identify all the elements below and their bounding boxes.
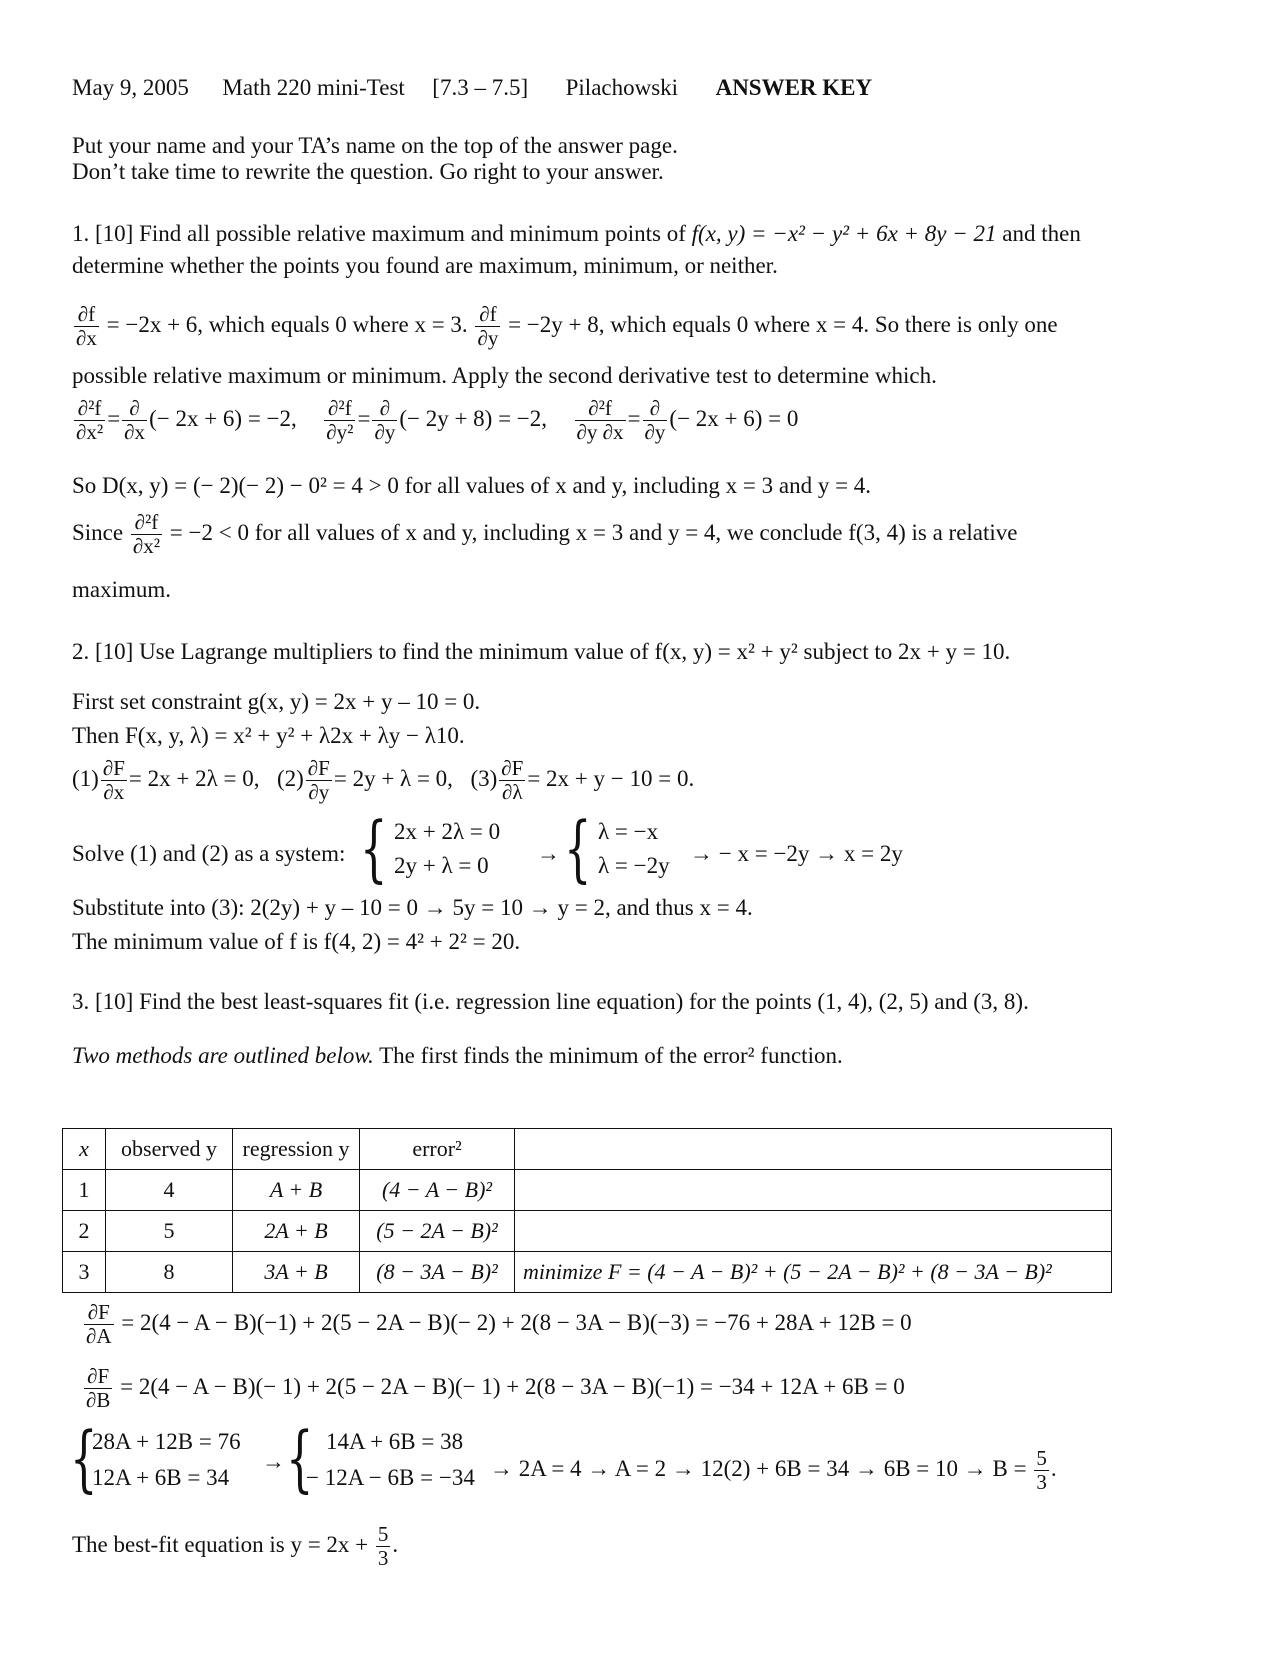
table-header-x: x xyxy=(63,1129,106,1170)
table-header-regression: regression y xyxy=(233,1129,360,1170)
header xyxy=(72,76,872,99)
table-cell: 5 xyxy=(106,1211,233,1252)
q1-prompt-text: 1. [10] Find all possible relative maximum and minimum points of xyxy=(72,221,686,246)
q1-fx-num: ∂f xyxy=(74,304,99,327)
q3-arrow: → xyxy=(262,1449,285,1474)
q1-second-partials: $\frac{\text{∂²f}}{\text{∂x²}}$ = ∂ ∂x (− 2x + 6) = −2, $\frac{\text{∂²f}}{\text{∂y²}}$ = ∂ ∂y (− 2y + 8) = −2, $\frac{\text{∂²f}}{\partial y \partial x}$ = ∂ ∂y (− 2x + 6) = 0 xyxy=(76,396,799,444)
q1-since-den: ∂x² xyxy=(132,534,161,558)
q3-methods xyxy=(72,1044,843,1067)
q3-B-den: 3 xyxy=(1036,1470,1047,1494)
q3-dFdA-den: ∂A xyxy=(86,1324,112,1348)
table-header-row xyxy=(63,1129,1112,1170)
q1-fy-num: ∂f xyxy=(475,304,500,327)
q1-prompt-end: and then xyxy=(1002,221,1081,246)
table-cell: (5 − 2A − B)² xyxy=(360,1211,515,1252)
q1-dx-num: ∂ xyxy=(122,398,147,421)
q3-best-fraction xyxy=(376,1524,391,1569)
q3-solve-text: → 2A = 4 → A = 2 → 12(2) + 6B = 34 → 6B = 10 → B = xyxy=(490,1455,1027,1481)
q2-partials xyxy=(72,758,694,803)
q2-brace-1: { xyxy=(360,806,388,890)
q1-dy2-op xyxy=(643,398,668,443)
q2-sys2-b: λ = −2y xyxy=(598,853,670,878)
table-row xyxy=(63,1211,1112,1252)
header-course: Math 220 mini-Test xyxy=(222,75,405,100)
q3-best-fit xyxy=(72,1524,398,1569)
q2-prompt: 2. [10] Use Lagrange multipliers to find the minimum value of f(x, y) = x² + y² subject to 2x + y = 10. xyxy=(72,639,1011,664)
table-cell: minimize F = (4 − A − B)² + (5 − 2A − B)² + (8 − 3A − B)² xyxy=(515,1252,1112,1293)
q1-since-line xyxy=(72,512,1018,557)
table-row xyxy=(63,1252,1112,1293)
q2-minimum: The minimum value of f is f(4, 2) = 4² + 2² = 20. xyxy=(72,929,521,954)
header-instructor: Pilachowski xyxy=(565,75,679,100)
q3-brace-1: { xyxy=(70,1416,98,1500)
table-cell: 3A + B xyxy=(233,1252,360,1293)
q2-substitute: Substitute into (3): 2(2y) + y – 10 = 0 → 5y = 10 → y = 2, and thus x = 4. xyxy=(72,895,753,920)
q1-since-word: Since xyxy=(72,519,124,545)
table-cell: (4 − A − B)² xyxy=(360,1170,515,1211)
q3-methods-rest: The first finds the minimum of the error² function. xyxy=(379,1043,843,1068)
table-row xyxy=(63,1170,1112,1211)
instruction-line-2: Don’t take time to rewrite the question. Go right to your answer. xyxy=(72,159,664,184)
q1-dx-op xyxy=(122,398,147,443)
q2-solve-label: Solve (1) and (2) as a system: xyxy=(72,841,346,866)
table-cell: 2A + B xyxy=(233,1211,360,1252)
q1-first-partials xyxy=(72,304,1058,349)
q2-lagrangian: Then F(x, y, λ) = x² + y² + λ2x + λy − λ10. xyxy=(72,723,465,748)
q3-dFdA-num: ∂F xyxy=(84,1302,114,1325)
q2-sys2-a: λ = −x xyxy=(598,819,659,844)
q3-solve-chain xyxy=(490,1448,1057,1493)
q2-F2-fraction xyxy=(306,758,332,803)
q1-function: f(x, y) = −x² − y² + 6x + 8y − 21 xyxy=(691,221,997,246)
q1-fy-fraction xyxy=(475,304,500,349)
q1-since-fraction xyxy=(131,512,162,557)
q2-F3-num: ∂F xyxy=(501,756,524,780)
q1-dy-den: ∂y xyxy=(374,420,396,444)
table-header-blank xyxy=(515,1129,1112,1170)
q3-best-num: 5 xyxy=(377,1522,389,1546)
q2-F1-fraction xyxy=(101,758,127,803)
header-sections: [7.3 – 7.5] xyxy=(432,75,529,100)
q1-fyy-value: (− 2y + 8) = −2, xyxy=(399,405,548,431)
q3-sys2-a: 14A + 6B = 38 xyxy=(326,1429,464,1454)
q2-chain: → − x = −2y → x = 2y xyxy=(690,841,903,866)
q3-best-text: The best-fit equation is y = 2x + xyxy=(72,1531,369,1557)
q3-dFdA-fraction xyxy=(84,1302,114,1347)
table-cell: 8 xyxy=(106,1252,233,1293)
q3-sys1-a: 28A + 12B = 76 xyxy=(92,1429,241,1454)
q3-sys1-b: 12A + 6B = 34 xyxy=(92,1465,230,1490)
q3-methods-italic: Two methods are outlined below. xyxy=(72,1043,374,1068)
q1-discriminant-line: So D(x, y) = (− 2)(− 2) − 0² = 4 > 0 for all values of x and y, including x = 3 and y = 4. xyxy=(72,473,872,498)
q2-arrow: → xyxy=(537,841,560,866)
q1-fyx-den: ∂y ∂x xyxy=(576,420,624,444)
q3-dFdA-eq: = 2(4 − A − B)(−1) + 2(5 − 2A − B)(− 2) + 2(8 − 3A − B)(−3) = −76 + 28A + 12B = 0 xyxy=(121,1309,912,1335)
q1-fx-fraction xyxy=(74,304,99,349)
q1-dy-num: ∂ xyxy=(372,398,397,421)
q1-fyx-num: ∂²f xyxy=(575,398,626,421)
q2-sys1-b: 2y + λ = 0 xyxy=(394,853,489,878)
table-cell: 4 xyxy=(106,1170,233,1211)
q2-eq-3: = 2x + y − 10 = 0. xyxy=(527,765,695,791)
header-answer-key: ANSWER KEY xyxy=(715,75,873,100)
q3-best-dot: . xyxy=(392,1531,399,1557)
q1-prompt-line-1 xyxy=(72,222,1081,245)
q3-dFdA-line xyxy=(82,1302,912,1347)
q1-fyx-fraction xyxy=(575,398,626,443)
instruction-line-1: Put your name and your TA’s name on the top of the answer page. xyxy=(72,133,678,158)
q3-B-dot: . xyxy=(1050,1455,1057,1481)
q1-fy-den: ∂y xyxy=(477,326,499,350)
q3-dFdB-num: ∂F xyxy=(84,1366,112,1389)
table-cell: (8 − 3A − B)² xyxy=(360,1252,515,1293)
q3-dFdB-eq: = 2(4 − A − B)(− 1) + 2(5 − 2A − B)(− 1) + 2(8 − 3A − B)(−1) = −34 + 12A + 6B = 0 xyxy=(120,1373,905,1399)
q1-fx-equation: = −2x + 6, which equals 0 where x = 3. xyxy=(106,311,468,337)
header-date: May 9, 2005 xyxy=(72,75,189,100)
q2-eq-2: = 2y + λ = 0, xyxy=(333,765,453,791)
q1-dx-den: ∂x xyxy=(124,420,146,444)
q2-F1-den: ∂x xyxy=(103,780,125,804)
q2-label-2: (2) xyxy=(276,765,304,791)
q3-brace-2: { xyxy=(286,1416,314,1500)
q2-F2-num: ∂F xyxy=(307,756,330,780)
q3-prompt: 3. [10] Find the best least-squares fit (i.e. regression line equation) for the points (1, 4), (2, 5) and (3, 8). xyxy=(72,989,1029,1014)
q2-constraint: First set constraint g(x, y) = 2x + y – 10 = 0. xyxy=(72,689,481,714)
q1-fxx-num: ∂²f xyxy=(74,398,105,421)
table-cell: 3 xyxy=(63,1252,106,1293)
least-squares-table xyxy=(62,1128,1112,1293)
q3-B-num: 5 xyxy=(1036,1446,1047,1470)
q2-F3-den: ∂λ xyxy=(502,780,523,804)
q1-dy2-den: ∂y xyxy=(644,420,666,444)
q2-brace-2: { xyxy=(564,806,592,890)
q1-fy-equation: = −2y + 8, which equals 0 where x = 4. So there is only one xyxy=(508,311,1058,337)
table-header-error: error² xyxy=(360,1129,515,1170)
table-cell: A + B xyxy=(233,1170,360,1211)
table-cell xyxy=(515,1170,1112,1211)
q3-sys2-b: − 12A − 6B = −34 xyxy=(306,1465,475,1490)
q3-B-fraction xyxy=(1034,1448,1049,1493)
q2-sys1-a: 2x + 2λ = 0 xyxy=(394,819,501,844)
q2-label-1: (1) xyxy=(72,765,99,791)
q1-fyy-den: ∂y² xyxy=(326,420,354,444)
q1-dy2-num: ∂ xyxy=(643,398,668,421)
q3-best-den: 3 xyxy=(377,1546,389,1570)
table-cell: 1 xyxy=(63,1170,106,1211)
q1-since-rest: = −2 < 0 for all values of x and y, including x = 3 and y = 4, we conclude f(3, 4) is a relative xyxy=(169,519,1018,545)
q1-fxx-fraction xyxy=(74,398,105,443)
q1-prompt-line-2: determine whether the points you found are maximum, minimum, or neither. xyxy=(72,253,778,278)
table-cell: 2 xyxy=(63,1211,106,1252)
q1-fyy-fraction xyxy=(324,398,355,443)
q1-dy-op xyxy=(372,398,397,443)
q1-line-3: possible relative maximum or minimum. Apply the second derivative test to determine which. xyxy=(72,363,937,388)
table-header-observed: observed y xyxy=(106,1129,233,1170)
q2-F2-den: ∂y xyxy=(308,780,330,804)
q1-fxx-den: ∂x² xyxy=(76,420,104,444)
q1-maximum: maximum. xyxy=(72,577,172,602)
q2-eq-1: = 2x + 2λ = 0, xyxy=(128,765,260,791)
table-cell xyxy=(515,1211,1112,1252)
q2-F3-fraction xyxy=(499,758,525,803)
q2-F1-num: ∂F xyxy=(102,756,125,780)
q3-dFdB-line xyxy=(82,1366,905,1411)
q1-since-num: ∂²f xyxy=(131,512,162,535)
q1-fyy-num: ∂²f xyxy=(324,398,355,421)
q2-label-3: (3) xyxy=(470,765,498,791)
q3-dFdB-den: ∂B xyxy=(86,1388,111,1412)
q1-fx-den: ∂x xyxy=(76,326,97,350)
q1-fyx-value: (− 2x + 6) = 0 xyxy=(669,405,799,431)
q3-dFdB-fraction xyxy=(84,1366,112,1411)
q1-fxx-value: (− 2x + 6) = −2, xyxy=(149,405,297,431)
